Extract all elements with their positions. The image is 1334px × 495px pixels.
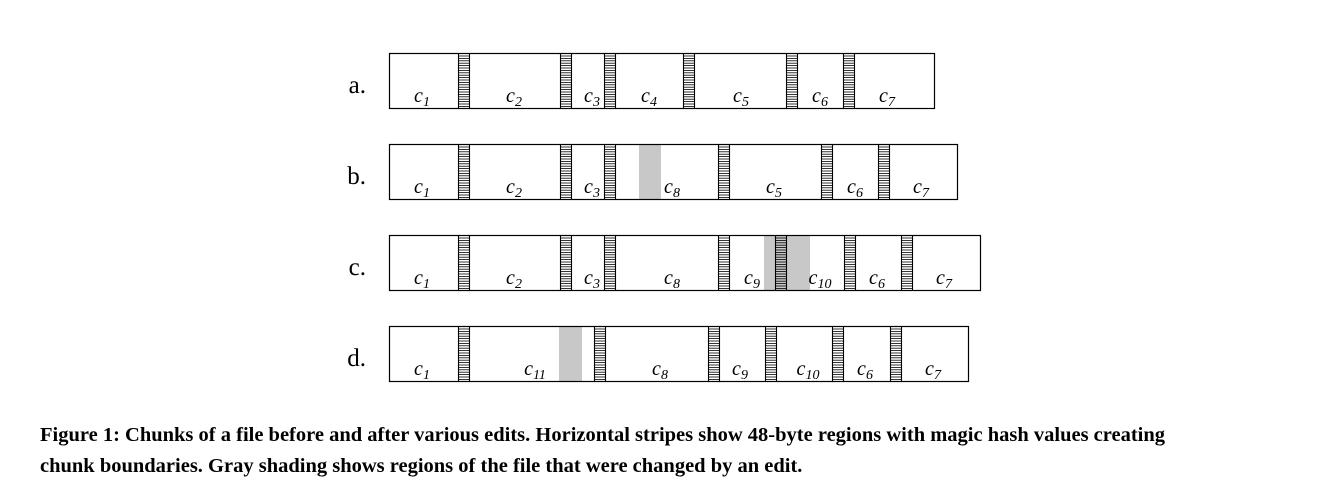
boundary-stripe bbox=[604, 235, 616, 290]
chunk-label: $c_4$ bbox=[641, 85, 657, 110]
figure-caption bbox=[40, 420, 1310, 482]
row-1 bbox=[349, 53, 935, 110]
chunk-label: $c_3$ bbox=[584, 176, 600, 201]
chunk-label: $c_8$ bbox=[664, 176, 680, 201]
chunk-label: $c_2$ bbox=[506, 176, 522, 201]
chunk-label: $c_6$ bbox=[812, 85, 828, 110]
row-4 bbox=[347, 326, 968, 383]
boundary-stripe bbox=[844, 235, 856, 290]
chunk-label: $c_7$ bbox=[913, 176, 929, 201]
boundary-stripe bbox=[718, 235, 730, 290]
chunk-label: $c_{10}$ bbox=[796, 358, 820, 383]
row-3 bbox=[349, 235, 981, 292]
chunk-label: $c_1$ bbox=[414, 176, 430, 201]
boundary-stripe bbox=[890, 326, 902, 381]
row-label: d. bbox=[347, 345, 366, 372]
boundary-stripe bbox=[560, 235, 572, 290]
file-box bbox=[390, 54, 935, 109]
chunk-label: $c_7$ bbox=[925, 358, 941, 383]
boundary-stripe bbox=[765, 326, 777, 381]
row-label: c. bbox=[348, 254, 366, 281]
file-box bbox=[390, 236, 981, 291]
chunk-label: $c_1$ bbox=[414, 358, 430, 383]
boundary-stripe bbox=[458, 235, 470, 290]
caption-line-2: chunk boundaries. Gray shading shows regions of the file that were changed by an edit. bbox=[40, 455, 803, 477]
boundary-stripe bbox=[832, 326, 844, 381]
boundary-stripe bbox=[560, 53, 572, 108]
boundary-stripe bbox=[708, 326, 720, 381]
boundary-stripe bbox=[458, 144, 470, 199]
chunk-label: $c_2$ bbox=[506, 267, 522, 292]
edit-shade bbox=[639, 144, 661, 199]
edit-shade bbox=[559, 326, 582, 381]
boundary-stripe bbox=[718, 144, 730, 199]
chunk-label: $c_9$ bbox=[732, 358, 748, 383]
row-label: a. bbox=[348, 72, 366, 99]
boundary-stripe bbox=[458, 53, 470, 108]
chunk-label: $c_6$ bbox=[847, 176, 863, 201]
chunk-label: $c_9$ bbox=[744, 267, 760, 292]
row-2 bbox=[347, 144, 957, 201]
chunk-label: $c_3$ bbox=[584, 85, 600, 110]
chunk-label: $c_{10}$ bbox=[808, 267, 832, 292]
file-box bbox=[390, 327, 969, 382]
chunk-label: $c_3$ bbox=[584, 267, 600, 292]
boundary-stripe bbox=[604, 53, 616, 108]
boundary-stripe bbox=[458, 326, 470, 381]
row-label: b. bbox=[347, 163, 366, 190]
boundary-stripe bbox=[843, 53, 855, 108]
boundary-stripe bbox=[560, 144, 572, 199]
chunk-label: $c_6$ bbox=[857, 358, 873, 383]
chunk-label: $c_5$ bbox=[766, 176, 782, 201]
chunk-label: $c_2$ bbox=[506, 85, 522, 110]
boundary-stripe bbox=[786, 53, 798, 108]
chunk-label: $c_1$ bbox=[414, 85, 430, 110]
chunk-label: $c_{11}$ bbox=[524, 358, 546, 383]
chunk-label: $c_5$ bbox=[733, 85, 749, 110]
boundary-stripe bbox=[878, 144, 890, 199]
caption-line-1: Figure 1: Chunks of a file before and after various edits. Horizontal stripes show 48-byte regions with magic hash values creating bbox=[40, 424, 1166, 446]
chunk-label: $c_8$ bbox=[652, 358, 668, 383]
chunk-label: $c_8$ bbox=[664, 267, 680, 292]
boundary-stripe bbox=[901, 235, 913, 290]
chunk-label: $c_6$ bbox=[869, 267, 885, 292]
boundary-stripe bbox=[821, 144, 833, 199]
chunk-label: $c_7$ bbox=[879, 85, 895, 110]
boundary-stripe bbox=[604, 144, 616, 199]
boundary-stripe bbox=[594, 326, 606, 381]
boundary-stripe bbox=[683, 53, 695, 108]
chunk-label: $c_1$ bbox=[414, 267, 430, 292]
chunk-label: $c_7$ bbox=[936, 267, 952, 292]
